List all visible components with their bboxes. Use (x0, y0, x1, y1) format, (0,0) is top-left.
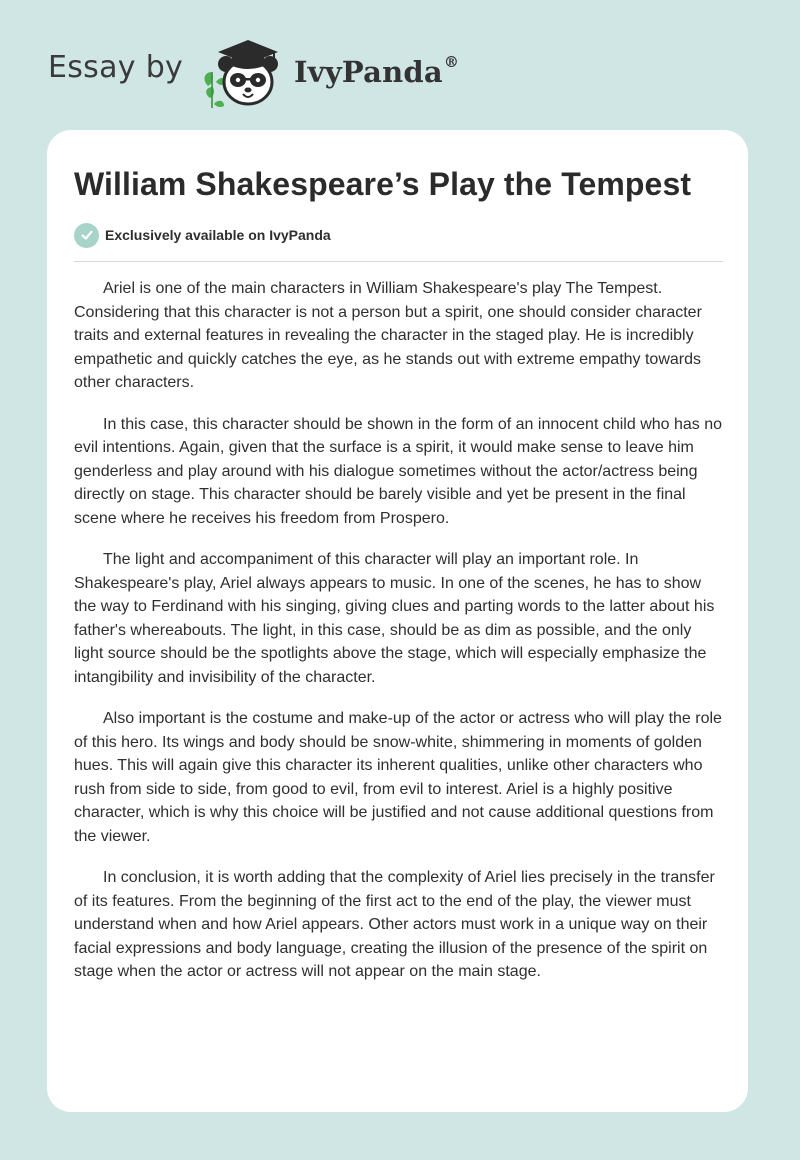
paragraph-4: Also important is the costume and make-up of the actor or actress who will play the role of this hero. Its wings and body should be snow-white, shimmering in moments of golden hues. This will again give this character its inherent qualities, unlike other characters who rush from side to side, from good to evil, from evil to interest. Ariel is a highly positive character, which is why this choice will be justified and not cause additional questions from the viewer. (74, 710, 722, 845)
essay-by-label: Essay by (48, 50, 184, 85)
title-divider (74, 261, 723, 262)
brand-name[interactable] (294, 55, 459, 89)
checkmark-icon (80, 228, 94, 242)
paragraph-5: In conclusion, it is worth adding that the complexity of Ariel lies precisely in the transfer of its features. From the beginning of the first act to the end of the play, the viewer must understand when and how Ariel appears. Other actors must work in a unique way on their facial expressions and body language, creating the illusion of the presence of the spirit on stage when the actor or actress will not appear on the main stage. (74, 869, 715, 980)
panda-graduate-logo-icon[interactable] (200, 34, 290, 110)
page-title: William Shakespeare’s Play the Tempest (74, 166, 692, 202)
exclusive-label: Exclusively available on IvyPanda (105, 227, 331, 243)
essay-card (47, 130, 748, 1112)
paragraph-2: In this case, this character should be shown in the form of an innocent child who has no evil intentions. Again, given that the surface is a spirit, it would make sense to leave him genderless and play around with his dialogue sometimes without the actor/actress being directly on stage. This character should be barely visible and yet be present in the final scene where he receives his freedom from Prospero. (74, 415, 723, 527)
registered-mark: ® (443, 53, 460, 71)
site-header (48, 30, 648, 110)
exclusive-badge (74, 222, 331, 248)
brand-name-text: IvyPanda (294, 55, 443, 89)
paragraph-3: The light and accompaniment of this character will play an important role. In Shakespeare's play, Ariel always appears to music. In one of the scenes, he has to show the way to Ferdinand with his singing, giving clues and parting words to the latter about his father's whereabouts. The light, in this case, should be as dim as possible, and the only light source should be the spotlights above the stage, which will especially emphasize the intangibility and invisibility of the character. (74, 551, 715, 686)
check-circle-icon (74, 223, 99, 248)
paragraph-1: Ariel is one of the main characters in William Shakespeare's play The Tempest. Considering that this character is not a person but a spirit, one should consider character traits and external features in revealing the character in the staged play. He is incredibly empathetic and quickly catches the eye, as he stands out with extreme empathy towards other characters. (74, 280, 702, 391)
essay-body (74, 277, 724, 1002)
